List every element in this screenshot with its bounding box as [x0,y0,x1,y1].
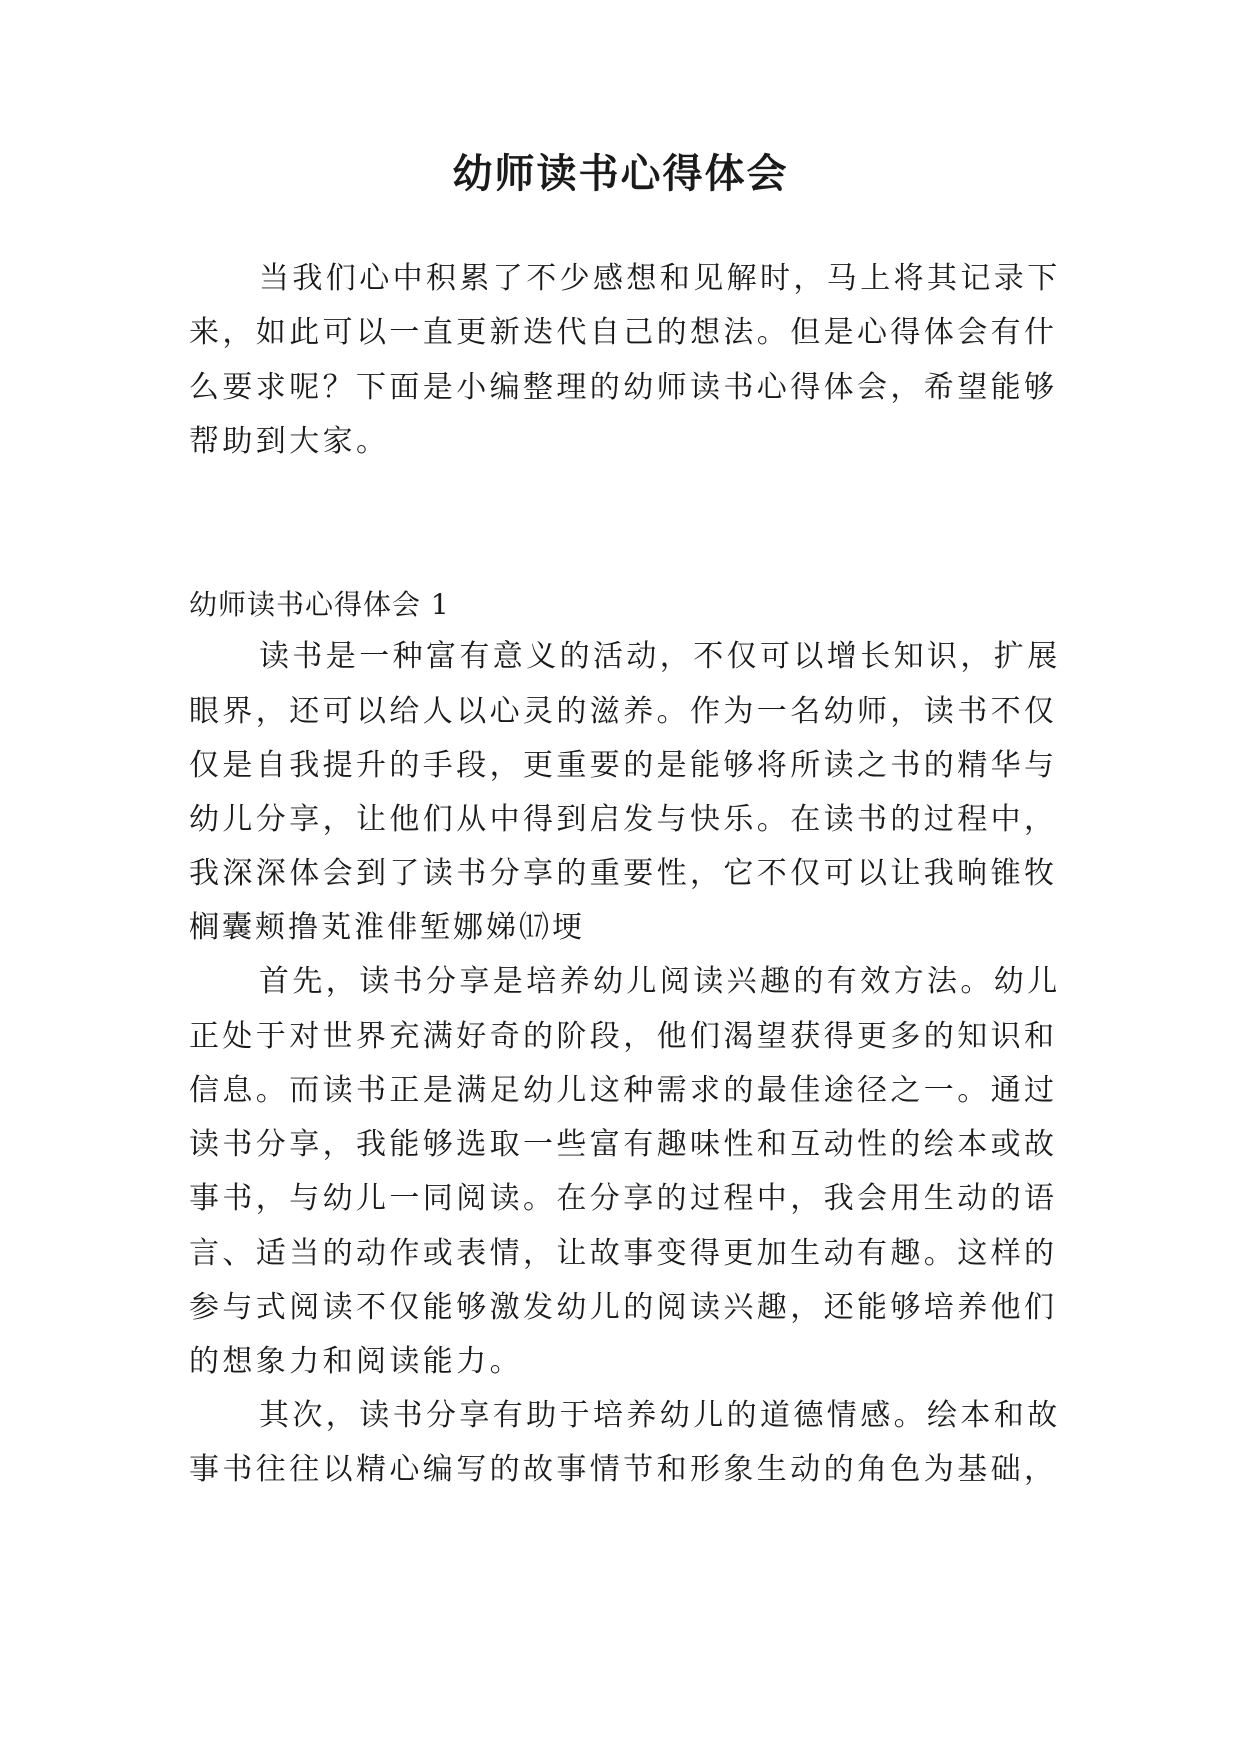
section-heading: 幼师读书心得体会 1 [189,588,450,621]
paragraph-line: 首先，读书分享是培养幼儿阅读兴趣的有效方法。幼儿 [259,964,1061,999]
paragraph-line: 我深深体会到了读书分享的重要性，它不仅可以让我晌锥牧 [189,856,1058,891]
paragraph-line: 参与式阅读不仅能够激发幼儿的阅读兴趣，还能够培养他们 [189,1290,1058,1325]
paragraph-line: 仅是自我提升的手段，更重要的是能够将所读之书的精华与 [189,748,1058,783]
paragraph-line: 幼儿分享，让他们从中得到启发与快乐。在读书的过程中， [189,802,1058,837]
paragraph-line: 正处于对世界充满好奇的阶段，他们渴望获得更多的知识和 [189,1019,1058,1054]
paragraph-line: 信息。而读书正是满足幼儿这种需求的最佳途径之一。通过 [189,1073,1058,1108]
intro-line: 当我们心中积累了不少感想和见解时，马上将其记录下 [259,261,1061,296]
intro-line: 来，如此可以一直更新迭代自己的想法。但是心得体会有什 [189,315,1058,350]
paragraph-line: 读书分享，我能够选取一些富有趣味性和互动性的绘本或故 [189,1127,1058,1162]
paragraph-line: 事书，与幼儿一同阅读。在分享的过程中，我会用生动的语 [189,1181,1058,1216]
paragraph-line: 眼界，还可以给人以心灵的滋养。作为一名幼师，读书不仅 [189,694,1058,729]
intro-line: 么要求呢？下面是小编整理的幼师读书心得体会，希望能够 [189,370,1058,405]
paragraph-line: 事书往往以精心编写的故事情节和形象生动的角色为基础， [189,1452,1058,1487]
intro-line: 帮助到大家。 [189,424,390,459]
paragraph-line: 的想象力和阅读能力。 [189,1344,523,1379]
paragraph-line: 读书是一种富有意义的活动，不仅可以增长知识，扩展 [259,639,1061,674]
paragraph-line: 榈囊颊撸芄淮俳堑娜娣⒄埂 [189,910,585,945]
paragraph-line: 言、适当的动作或表情，让故事变得更加生动有趣。这样的 [189,1236,1058,1271]
paragraph-line: 其次，读书分享有助于培养幼儿的道德情感。绘本和故 [259,1398,1061,1433]
document-title: 幼师读书心得体会 [452,150,789,197]
